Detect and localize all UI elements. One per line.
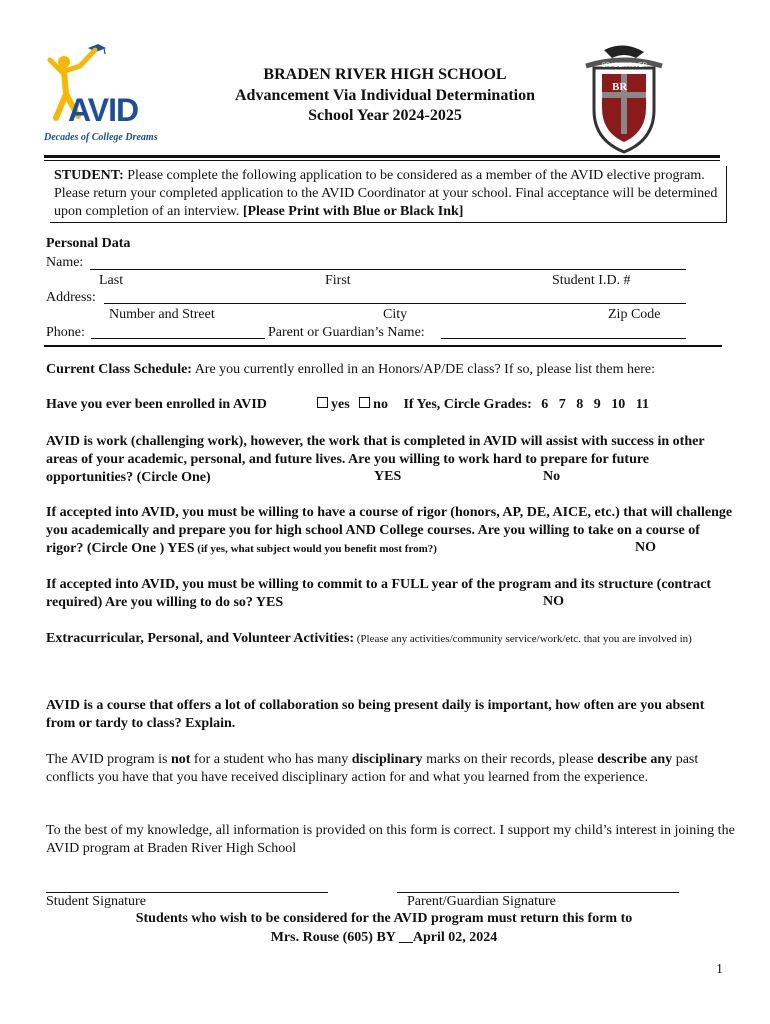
zip-caption: Zip Code: [608, 307, 661, 322]
parent-signature-line[interactable]: [397, 892, 679, 893]
crest-letters: BR: [612, 81, 628, 93]
header-rule-thin: [44, 160, 720, 161]
intro-lead: STUDENT:: [54, 168, 124, 183]
schedule-text: Are you currently enrolled in an Honors/AP/DE class? If so, please list them here:: [191, 362, 656, 377]
student-signature-line[interactable]: [46, 892, 328, 893]
parent-signature-label: Parent/Guardian Signature: [407, 894, 556, 909]
program-name: Advancement Via Individual Determination: [234, 87, 535, 104]
intro-ink-note: [Please Print with Blue or Black Ink]: [242, 204, 464, 219]
work-no[interactable]: No: [543, 469, 561, 484]
enrolled-options: [317, 397, 649, 413]
schedule-line: [46, 362, 655, 378]
grades-label: If Yes, Circle Grades:: [403, 397, 532, 412]
avid-tagline: Decades of College Dreams: [44, 132, 158, 143]
footer-line-1: Students who wish to be considered for the AVID program must return this form to: [135, 911, 633, 926]
yes-option: yes: [331, 397, 350, 412]
city-caption: City: [383, 307, 408, 322]
parent-label: Parent or Guardian’s Name:: [268, 325, 425, 340]
rigor-question: [46, 504, 736, 558]
attendance-question: [46, 697, 736, 733]
discipline-text-3: marks on their records, please: [422, 752, 598, 767]
discipline-bold-describe: describe any: [597, 752, 673, 767]
intro-paragraph: [54, 167, 722, 221]
section-rule: [44, 345, 722, 347]
schedule-lead: Current Class Schedule:: [46, 362, 192, 377]
commit-text: If accepted into AVID, you must be willing to commit to a FULL year of the program and its structure (contract required) Are you willing to do so? YES: [46, 577, 712, 610]
commit-no[interactable]: NO: [543, 594, 564, 609]
parent-name-field[interactable]: [441, 338, 686, 339]
discipline-paragraph: [46, 751, 736, 787]
address-label: Address:: [46, 290, 96, 305]
school-crest: [574, 40, 674, 160]
name-label: Name:: [46, 255, 84, 270]
no-option: no: [373, 397, 388, 412]
work-yes[interactable]: YES: [374, 469, 402, 484]
discipline-bold-not: not: [170, 752, 191, 767]
activities-note: (Please any activities/community service/work/etc. that you are involved in): [353, 633, 692, 645]
no-checkbox[interactable]: [359, 397, 370, 408]
work-text: AVID is work (challenging work), however, the work that is completed in AVID will assist with success in other areas of your academic, personal, and future lives. Are you willing to work hard to prepare for future opportunities? (Circle One): [46, 434, 705, 485]
statement-paragraph: [46, 822, 736, 858]
discipline-text-2: for a student who has many: [190, 752, 352, 767]
yes-checkbox[interactable]: [317, 397, 328, 408]
school-year: School Year 2024-2025: [308, 107, 462, 124]
activities-paragraph: [46, 630, 736, 648]
last-caption: Last: [99, 273, 124, 288]
name-field[interactable]: [90, 269, 686, 270]
intro-text: Please complete the following application to be considered as a member of the AVID elective program. Please return your completed application to the AVID Coordinator at your school. Final acceptance will be determined upon completion of an interview.: [54, 168, 718, 219]
student-id-caption: Student I.D. #: [552, 273, 631, 288]
page-number: 1: [716, 962, 723, 977]
street-caption: Number and Street: [109, 307, 215, 322]
activities-lead: Extracurricular, Personal, and Volunteer Activities:: [46, 631, 354, 646]
avid-logo-text: AVID: [68, 92, 139, 128]
grades-options[interactable]: 6 7 8 9 10 11: [541, 397, 650, 412]
personal-heading: Personal Data: [46, 236, 131, 251]
rigor-text: If accepted into AVID, you must be willing to have a course of rigor (honors, AP, DE, AICE, etc.) that will challenge you academically and prepare you for high school AND College courses. Are you willing to take on a course of rigor? (Circle One ) YES: [46, 505, 733, 556]
attendance-text: AVID is a course that offers a lot of collaboration so being present daily is important, how often are you absent from or tardy to class? Explain.: [46, 698, 705, 731]
rigor-subject-note: (if yes, what subject would you benefit most from?): [194, 543, 437, 555]
crest-banner: BRADEN RIVER: [602, 63, 648, 69]
pirate-crest-icon: [574, 40, 674, 160]
discipline-text-4: past conflicts you have that you have received disciplinary action for and what you learned from the experience.: [46, 752, 699, 785]
phone-field[interactable]: [91, 338, 265, 339]
statement-text: To the best of my knowledge, all information is provided on this form is correct. I support my child’s interest in joining the AVID program at Braden River High School: [46, 823, 735, 856]
school-name: BRADEN RIVER HIGH SCHOOL: [263, 66, 507, 83]
address-field[interactable]: [104, 303, 686, 304]
rigor-no[interactable]: NO: [635, 540, 656, 555]
phone-label: Phone:: [46, 325, 85, 340]
discipline-bold-disciplinary: disciplinary: [351, 752, 423, 767]
footer-line-2: Mrs. Rouse (605) BY __April 02, 2024: [270, 930, 498, 945]
student-signature-label: Student Signature: [46, 894, 146, 909]
discipline-text-1: The AVID program is: [46, 752, 171, 767]
enrolled-question: Have you ever been enrolled in AVID: [46, 397, 267, 412]
commit-question: [46, 576, 736, 612]
header-rule-thick: [44, 155, 720, 158]
first-caption: First: [325, 273, 351, 288]
